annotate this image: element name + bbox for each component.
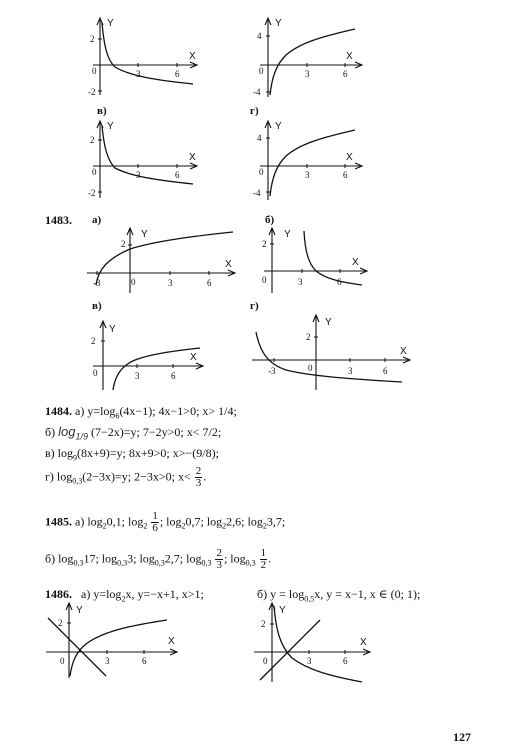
problem-number-1486: 1486. xyxy=(45,587,72,601)
graph-top-left xyxy=(85,15,205,100)
problem-number-1485: 1485. xyxy=(45,514,72,529)
x-axis-label: X xyxy=(352,257,359,268)
svg-text:6: 6 xyxy=(175,170,180,180)
graph-v-top xyxy=(85,118,205,203)
svg-text:0: 0 xyxy=(93,368,98,378)
svg-text:0: 0 xyxy=(92,66,97,76)
svg-text:3: 3 xyxy=(307,656,312,666)
svg-text:2: 2 xyxy=(90,34,95,44)
fraction-2-3: $\frac{2}{3}$ xyxy=(195,465,202,489)
svg-text:0: 0 xyxy=(92,167,97,177)
fraction-2-3b: $\frac{2}{3}$ xyxy=(216,547,222,571)
svg-text:0: 0 xyxy=(60,656,65,666)
svg-text:3: 3 xyxy=(135,371,140,381)
svg-text:0: 0 xyxy=(259,167,264,177)
y-axis-label: Y xyxy=(275,18,282,29)
problem-number-1484: 1484. xyxy=(45,404,72,418)
svg-text:6: 6 xyxy=(343,170,348,180)
svg-text:6: 6 xyxy=(171,371,176,381)
graph-1483-a-svg xyxy=(85,225,245,295)
svg-text:-3: -3 xyxy=(93,278,101,288)
svg-text:4: 4 xyxy=(257,31,262,41)
svg-text:3: 3 xyxy=(136,170,141,180)
svg-text:-4: -4 xyxy=(253,87,261,97)
y-axis-label: Y xyxy=(279,605,286,616)
fraction-1-6: $\frac{1}{6}$ xyxy=(152,510,158,534)
line-1485-b: б) $\log_{0,3}17$; $\log_{0,3}3$; $\log_{0,3}2,7$; $\log_{0,3}$ $\frac{2}{3}$ ; $\log_{0,3}$ $\frac{1}{2}$ . xyxy=(45,547,272,571)
graph-1486-a xyxy=(42,600,182,680)
svg-text:3: 3 xyxy=(305,170,310,180)
svg-text:0: 0 xyxy=(262,275,267,285)
y-axis-label: Y xyxy=(109,324,116,335)
x-axis-label: X xyxy=(346,51,353,62)
graph-g-top-svg xyxy=(250,118,370,203)
graph-1483-a xyxy=(85,225,245,295)
sublabel-b-1483: б) xyxy=(265,214,275,226)
line-1486-b: б) $y = \log_{0,5}x$, y = x−1, x ∈ (0; 1); xyxy=(257,587,421,604)
graph-1483-g xyxy=(250,312,420,392)
graph-1483-b xyxy=(262,225,377,295)
x-axis-label: X xyxy=(190,352,197,363)
line-1484-g: г) $\log_{0,3}(2-3x)=y$; 2−3x>0; x< $\frac{2}{3}$ . xyxy=(45,465,207,489)
svg-text:6: 6 xyxy=(343,656,348,666)
svg-text:0: 0 xyxy=(263,656,268,666)
x-axis-label: X xyxy=(346,152,353,163)
svg-text:3: 3 xyxy=(305,69,310,79)
svg-text:3: 3 xyxy=(348,366,353,376)
y-axis-label: Y xyxy=(76,605,83,616)
svg-text:2: 2 xyxy=(306,332,311,342)
svg-text:0: 0 xyxy=(131,277,136,287)
graph-top-right-svg xyxy=(250,15,370,100)
svg-text:2: 2 xyxy=(58,618,63,628)
graph-g-top xyxy=(250,118,370,203)
sublabel-g-1483: г) xyxy=(250,300,259,312)
sublabel-a-1483: а) xyxy=(92,214,102,226)
svg-text:3: 3 xyxy=(298,277,303,287)
svg-text:2: 2 xyxy=(90,135,95,145)
svg-text:2: 2 xyxy=(261,619,266,629)
problem-number-1483: 1483. xyxy=(45,213,72,227)
line-1485-a: 1485. а) $\log_20,1$; $\log_2$ $\frac{1}{6}$ ; $\log_20,7$; $\log_22,6$; $\log_23,7$; xyxy=(45,510,286,534)
svg-text:0: 0 xyxy=(308,363,313,373)
x-axis-label: X xyxy=(225,259,232,270)
graph-top-right xyxy=(250,15,370,100)
line-1486: 1486. а) $y=\log_2x$, y=−x+1, x>1; xyxy=(45,587,204,604)
graph-1486-b xyxy=(250,600,380,685)
page-number: 127 xyxy=(453,730,471,744)
svg-text:3: 3 xyxy=(105,656,110,666)
svg-text:-2: -2 xyxy=(88,87,96,97)
graph-1486-b-svg xyxy=(250,600,380,685)
sublabel-v-1483: в) xyxy=(92,300,102,312)
svg-text:3: 3 xyxy=(136,69,141,79)
fraction-1-2: $\frac{1}{2}$ xyxy=(260,547,267,571)
graph-1483-g-svg xyxy=(250,312,420,392)
graph-top-left-svg xyxy=(85,15,205,100)
x-axis-label: X xyxy=(189,152,196,163)
graph-v-top-svg xyxy=(85,118,205,203)
svg-text:6: 6 xyxy=(343,69,348,79)
svg-text:-4: -4 xyxy=(253,188,261,198)
graph-1483-v-svg xyxy=(85,318,210,393)
graph-1486-a-svg xyxy=(42,600,182,680)
svg-text:6: 6 xyxy=(142,656,147,666)
svg-text:-2: -2 xyxy=(88,188,96,198)
y-axis-label: Y xyxy=(284,229,291,240)
svg-text:0: 0 xyxy=(259,66,264,76)
y-axis-label: Y xyxy=(325,317,332,328)
x-axis-label: X xyxy=(189,51,196,62)
x-axis-label: X xyxy=(360,637,367,648)
svg-text:6: 6 xyxy=(207,278,212,288)
sublabel-v-top: в) xyxy=(97,105,107,117)
svg-text:6: 6 xyxy=(383,366,388,376)
graph-1483-b-svg xyxy=(262,225,377,295)
svg-text:6: 6 xyxy=(175,69,180,79)
line-1484-v: в) $\log_9(8x+9)=y$; 8x+9>0; x>−(9/8); xyxy=(45,446,219,463)
svg-text:4: 4 xyxy=(257,133,262,143)
svg-text:3: 3 xyxy=(168,278,173,288)
y-axis-label: Y xyxy=(107,18,114,29)
x-axis-label: X xyxy=(400,346,407,357)
sublabel-g-top: г) xyxy=(250,105,259,117)
svg-text:2: 2 xyxy=(262,239,267,249)
svg-text:-3: -3 xyxy=(268,366,276,376)
y-axis-label: Y xyxy=(141,229,148,240)
svg-text:6: 6 xyxy=(337,277,342,287)
x-axis-label: X xyxy=(168,636,175,647)
graph-1483-v xyxy=(85,318,210,393)
line-1484-b: б) $\log_{1/9} (7-2x)=y$; 7−2y>0; x< 7/2; xyxy=(45,424,222,442)
svg-text:2: 2 xyxy=(121,239,126,249)
svg-text:2: 2 xyxy=(91,336,96,346)
line-1484-a: 1484. а) $y=\log_6(4x-1)$; 4x−1>0; x> 1/4; xyxy=(45,404,237,421)
y-axis-label: Y xyxy=(107,121,114,132)
y-axis-label: Y xyxy=(275,121,282,132)
